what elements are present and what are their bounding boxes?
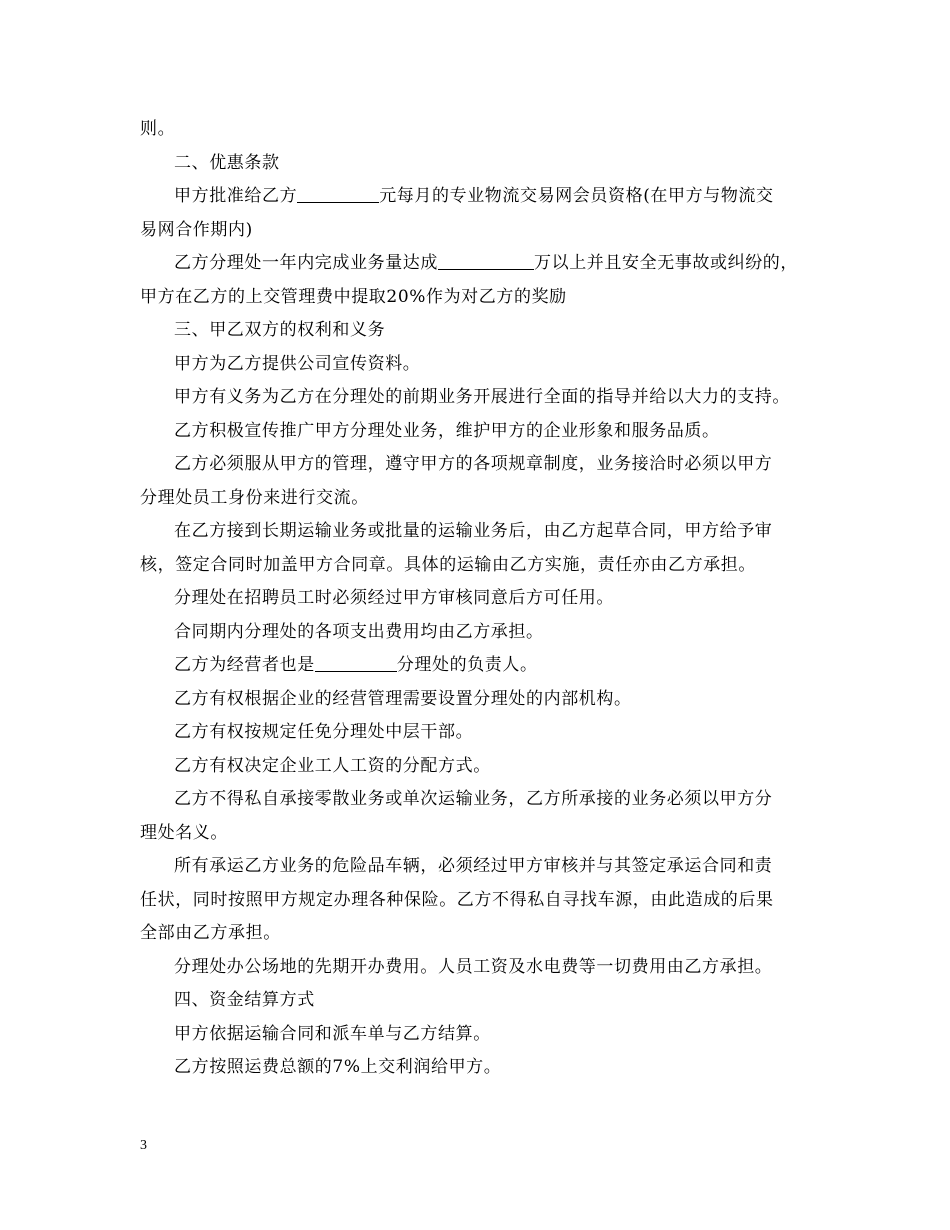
- text-line: 乙方有权根据企业的经营管理需要设置分理处的内部机构。: [174, 688, 632, 709]
- text-line: 分理处办公场地的先期开办费用。人员工资及水电费等一切费用由乙方承担。: [174, 956, 773, 977]
- text-line: 所有承运乙方业务的危险品车辆，必须经过甲方审核并与其签定承运合同和责: [174, 856, 773, 876]
- text-line: 乙方有权按规定任免分理处中层干部。: [174, 722, 474, 742]
- section-heading-settlement: 四、资金结算方式: [174, 990, 315, 1010]
- text-line: 在乙方接到长期运输业务或批量的运输业务后，由乙方起草合同，甲方给予审: [174, 521, 773, 541]
- text-line: 乙方有权决定企业工人工资的分配方式。: [174, 755, 491, 776]
- text-line: 甲方在乙方的上交管理费中提取20%作为对乙方的奖励: [140, 286, 567, 307]
- text-line: 合同期内分理处的各项支出费用均由乙方承担。: [174, 621, 544, 642]
- text-line: 分理处在招聘员工时必须经过甲方审核同意后方可任用。: [174, 588, 614, 608]
- text-line: 甲方批准给乙方 元每月的专业物流交易网会员资格(在甲方与物流交: [140, 180, 815, 214]
- text-line: 甲方有义务为乙方在分理处的前期业务开展进行全面的指导并给以大力的支持。: [174, 387, 790, 407]
- text-line: 甲方为乙方提供公司宣传资料。: [174, 353, 421, 374]
- text-line: 则。: [140, 119, 176, 139]
- text-line: 全部由乙方承担。: [140, 923, 281, 943]
- text-line: 乙方为经营者也是 分理处的负责人。: [140, 649, 815, 683]
- text-line: 乙方分理处一年内完成业务量达成 万以上并且安全无事故或纠纷的，: [140, 247, 815, 281]
- document-body: [140, 113, 815, 1085]
- text-line: 分理处员工身份来进行交流。: [140, 487, 369, 508]
- text-line: 易网合作期内): [140, 219, 253, 240]
- text-line: 乙方不得私自承接零散业务或单次运输业务，乙方所承接的业务必须以甲方分: [174, 789, 773, 809]
- text-line: 乙方按照运费总额的7%上交利润给甲方。: [174, 1057, 502, 1077]
- page-number: 3: [140, 1138, 147, 1153]
- text-line: 核，签定合同时加盖甲方合同章。具体的运输由乙方实施，责任亦由乙方承担。: [140, 554, 756, 575]
- text-line: 乙方必须服从甲方的管理，遵守甲方的各项规章制度，业务接洽时必须以甲方: [174, 454, 773, 474]
- section-heading-rights-obligations: 三、甲乙双方的权利和义务: [174, 320, 386, 340]
- text-line: 乙方积极宣传推广甲方分理处业务，维护甲方的企业形象和服务品质。: [174, 420, 720, 441]
- text-line: 甲方依据运输合同和派车单与乙方结算。: [174, 1023, 491, 1044]
- fill-in-blank: [315, 652, 397, 672]
- fill-in-blank: [297, 183, 379, 203]
- section-heading-preferential-terms: 二、优惠条款: [174, 152, 280, 173]
- text-line: 理处名义。: [140, 822, 228, 843]
- fill-in-blank: [438, 250, 534, 270]
- text-line: 任状，同时按照甲方规定办理各种保险。乙方不得私自寻找车源，由此造成的后果: [140, 889, 774, 910]
